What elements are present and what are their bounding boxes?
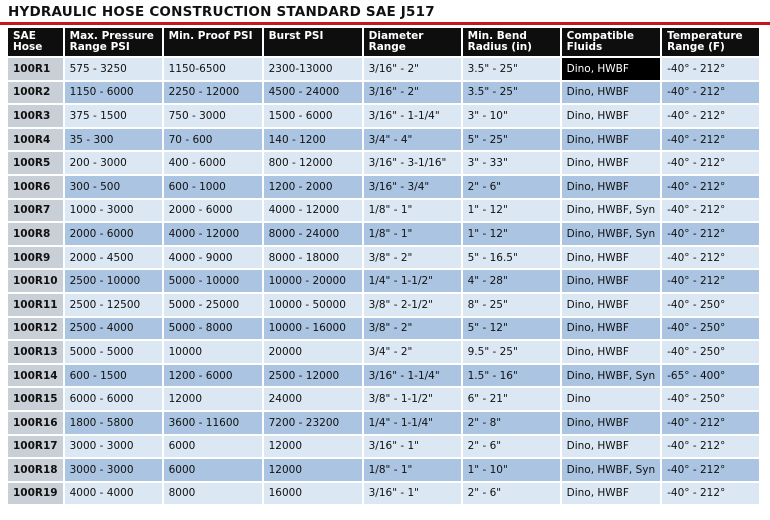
cell-max-pressure: 200 - 3000 <box>65 152 162 174</box>
cell-sae-hose: 100R15 <box>8 388 63 410</box>
cell-diameter: 3/4" - 2" <box>364 341 461 363</box>
column-header-fluids: Compatible Fluids <box>562 28 661 56</box>
cell-min-proof: 5000 - 8000 <box>164 318 262 340</box>
cell-fluids: Dino, HWBF <box>562 436 661 458</box>
table-row <box>8 105 759 127</box>
cell-sae-hose: 100R11 <box>8 294 63 316</box>
cell-sae-hose: 100R1 <box>8 58 63 80</box>
cell-min-proof: 8000 <box>164 483 262 505</box>
cell-sae-hose: 100R6 <box>8 176 63 198</box>
cell-min-proof: 3600 - 11600 <box>164 412 262 434</box>
cell-temperature: -40° - 212° <box>662 129 759 151</box>
cell-diameter: 3/8" - 2-1/2" <box>364 294 461 316</box>
cell-sae-hose: 100R19 <box>8 483 63 505</box>
cell-max-pressure: 1150 - 6000 <box>65 82 162 104</box>
cell-sae-hose: 100R16 <box>8 412 63 434</box>
cell-min-proof: 5000 - 25000 <box>164 294 262 316</box>
cell-diameter: 3/16" - 3/4" <box>364 176 461 198</box>
cell-burst: 12000 <box>264 436 362 458</box>
cell-fluids: Dino, HWBF, Syn <box>562 459 661 481</box>
cell-temperature: -40° - 212° <box>662 200 759 222</box>
cell-diameter: 3/16" - 1-1/4" <box>364 105 461 127</box>
cell-temperature: -65° - 400° <box>662 365 759 387</box>
cell-fluids: Dino, HWBF <box>562 412 661 434</box>
column-header-temperature: Temperature Range (F) <box>662 28 759 56</box>
cell-fluids: Dino, HWBF <box>562 483 661 505</box>
cell-temperature: -40° - 250° <box>662 341 759 363</box>
table-row <box>8 152 759 174</box>
cell-diameter: 3/4" - 4" <box>364 129 461 151</box>
cell-sae-hose: 100R7 <box>8 200 63 222</box>
cell-sae-hose: 100R17 <box>8 436 63 458</box>
cell-max-pressure: 4000 - 4000 <box>65 483 162 505</box>
table-row <box>8 270 759 292</box>
cell-temperature: -40° - 212° <box>662 483 759 505</box>
cell-fluids: Dino, HWBF <box>562 176 661 198</box>
table-row <box>8 318 759 340</box>
cell-temperature: -40° - 212° <box>662 152 759 174</box>
table-row <box>8 483 759 505</box>
table-row <box>8 294 759 316</box>
cell-sae-hose: 100R4 <box>8 129 63 151</box>
cell-sae-hose: 100R12 <box>8 318 63 340</box>
table-row <box>8 341 759 363</box>
cell-temperature: -40° - 212° <box>662 436 759 458</box>
cell-max-pressure: 2500 - 4000 <box>65 318 162 340</box>
cell-max-pressure: 575 - 3250 <box>65 58 162 80</box>
table-row <box>8 176 759 198</box>
page-title: HYDRAULIC HOSE CONSTRUCTION STANDARD SAE J517 <box>8 4 435 20</box>
hose-standard-table <box>6 26 761 506</box>
cell-diameter: 1/4" - 1-1/4" <box>364 412 461 434</box>
cell-sae-hose: 100R8 <box>8 223 63 245</box>
cell-max-pressure: 600 - 1500 <box>65 365 162 387</box>
cell-temperature: -40° - 212° <box>662 459 759 481</box>
column-header-diameter: Diameter Range <box>364 28 461 56</box>
cell-burst: 1200 - 2000 <box>264 176 362 198</box>
cell-bend-radius: 2" - 6" <box>463 176 560 198</box>
cell-min-proof: 1150-6500 <box>164 58 262 80</box>
cell-temperature: -40° - 212° <box>662 58 759 80</box>
cell-max-pressure: 35 - 300 <box>65 129 162 151</box>
cell-diameter: 3/16" - 3-1/16" <box>364 152 461 174</box>
cell-bend-radius: 3.5" - 25" <box>463 82 560 104</box>
cell-temperature: -40° - 212° <box>662 223 759 245</box>
cell-bend-radius: 1.5" - 16" <box>463 365 560 387</box>
column-header-burst: Burst PSI <box>264 28 362 56</box>
cell-max-pressure: 3000 - 3000 <box>65 436 162 458</box>
cell-fluids: Dino, HWBF, Syn <box>562 365 661 387</box>
cell-diameter: 1/8" - 1" <box>364 200 461 222</box>
cell-temperature: -40° - 250° <box>662 318 759 340</box>
cell-burst: 2300-13000 <box>264 58 362 80</box>
cell-fluids: Dino, HWBF <box>562 82 661 104</box>
table-row <box>8 129 759 151</box>
cell-min-proof: 2000 - 6000 <box>164 200 262 222</box>
cell-burst: 4500 - 24000 <box>264 82 362 104</box>
cell-temperature: -40° - 212° <box>662 270 759 292</box>
cell-burst: 12000 <box>264 459 362 481</box>
cell-bend-radius: 1" - 12" <box>463 223 560 245</box>
cell-fluids: Dino, HWBF <box>562 58 661 80</box>
cell-bend-radius: 4" - 28" <box>463 270 560 292</box>
cell-min-proof: 600 - 1000 <box>164 176 262 198</box>
cell-diameter: 3/16" - 1" <box>364 483 461 505</box>
cell-bend-radius: 3" - 10" <box>463 105 560 127</box>
column-header-max-pressure: Max. Pressure Range PSI <box>65 28 162 56</box>
cell-temperature: -40° - 250° <box>662 388 759 410</box>
cell-diameter: 3/16" - 1-1/4" <box>364 365 461 387</box>
cell-max-pressure: 300 - 500 <box>65 176 162 198</box>
cell-burst: 7200 - 23200 <box>264 412 362 434</box>
cell-diameter: 3/8" - 2" <box>364 318 461 340</box>
cell-temperature: -40° - 212° <box>662 105 759 127</box>
cell-fluids: Dino, HWBF <box>562 270 661 292</box>
cell-burst: 10000 - 20000 <box>264 270 362 292</box>
cell-burst: 10000 - 50000 <box>264 294 362 316</box>
table-row <box>8 200 759 222</box>
cell-burst: 8000 - 18000 <box>264 247 362 269</box>
column-header-min-proof: Min. Proof PSI <box>164 28 262 56</box>
cell-max-pressure: 1000 - 3000 <box>65 200 162 222</box>
cell-diameter: 1/8" - 1" <box>364 223 461 245</box>
cell-fluids: Dino, HWBF <box>562 247 661 269</box>
cell-sae-hose: 100R14 <box>8 365 63 387</box>
cell-min-proof: 10000 <box>164 341 262 363</box>
cell-bend-radius: 5" - 25" <box>463 129 560 151</box>
cell-sae-hose: 100R9 <box>8 247 63 269</box>
cell-max-pressure: 5000 - 5000 <box>65 341 162 363</box>
table-row <box>8 247 759 269</box>
cell-bend-radius: 6" - 21" <box>463 388 560 410</box>
cell-bend-radius: 2" - 6" <box>463 436 560 458</box>
cell-sae-hose: 100R5 <box>8 152 63 174</box>
cell-burst: 140 - 1200 <box>264 129 362 151</box>
cell-min-proof: 6000 <box>164 436 262 458</box>
cell-max-pressure: 2000 - 6000 <box>65 223 162 245</box>
table-row <box>8 58 759 80</box>
cell-min-proof: 750 - 3000 <box>164 105 262 127</box>
cell-fluids: Dino, HWBF, Syn <box>562 223 661 245</box>
cell-diameter: 1/4" - 1-1/2" <box>364 270 461 292</box>
cell-min-proof: 70 - 600 <box>164 129 262 151</box>
cell-max-pressure: 2500 - 12500 <box>65 294 162 316</box>
cell-min-proof: 2250 - 12000 <box>164 82 262 104</box>
cell-min-proof: 6000 <box>164 459 262 481</box>
cell-bend-radius: 5" - 16.5" <box>463 247 560 269</box>
cell-sae-hose: 100R3 <box>8 105 63 127</box>
cell-fluids: Dino, HWBF <box>562 318 661 340</box>
cell-min-proof: 4000 - 12000 <box>164 223 262 245</box>
cell-fluids: Dino <box>562 388 661 410</box>
cell-temperature: -40° - 212° <box>662 82 759 104</box>
cell-burst: 800 - 12000 <box>264 152 362 174</box>
cell-burst: 2500 - 12000 <box>264 365 362 387</box>
cell-min-proof: 400 - 6000 <box>164 152 262 174</box>
cell-diameter: 3/16" - 1" <box>364 436 461 458</box>
cell-bend-radius: 2" - 6" <box>463 483 560 505</box>
cell-min-proof: 1200 - 6000 <box>164 365 262 387</box>
cell-max-pressure: 2000 - 4500 <box>65 247 162 269</box>
cell-burst: 20000 <box>264 341 362 363</box>
cell-diameter: 3/16" - 2" <box>364 58 461 80</box>
cell-bend-radius: 2" - 8" <box>463 412 560 434</box>
cell-bend-radius: 9.5" - 25" <box>463 341 560 363</box>
cell-bend-radius: 1" - 10" <box>463 459 560 481</box>
cell-max-pressure: 3000 - 3000 <box>65 459 162 481</box>
cell-bend-radius: 1" - 12" <box>463 200 560 222</box>
cell-diameter: 3/8" - 2" <box>364 247 461 269</box>
cell-max-pressure: 2500 - 10000 <box>65 270 162 292</box>
cell-temperature: -40° - 212° <box>662 412 759 434</box>
cell-fluids: Dino, HWBF, Syn <box>562 200 661 222</box>
cell-bend-radius: 8" - 25" <box>463 294 560 316</box>
cell-burst: 1500 - 6000 <box>264 105 362 127</box>
column-header-bend-radius: Min. Bend Radius (in) <box>463 28 560 56</box>
cell-fluids: Dino, HWBF <box>562 341 661 363</box>
table-row <box>8 388 759 410</box>
cell-bend-radius: 5" - 12" <box>463 318 560 340</box>
cell-diameter: 3/8" - 1-1/2" <box>364 388 461 410</box>
cell-temperature: -40° - 250° <box>662 294 759 316</box>
table-body <box>8 58 759 504</box>
cell-diameter: 1/8" - 1" <box>364 459 461 481</box>
cell-max-pressure: 6000 - 6000 <box>65 388 162 410</box>
cell-bend-radius: 3.5" - 25" <box>463 58 560 80</box>
cell-bend-radius: 3" - 33" <box>463 152 560 174</box>
cell-burst: 4000 - 12000 <box>264 200 362 222</box>
table-row <box>8 459 759 481</box>
cell-burst: 10000 - 16000 <box>264 318 362 340</box>
cell-burst: 24000 <box>264 388 362 410</box>
cell-max-pressure: 375 - 1500 <box>65 105 162 127</box>
table-row <box>8 223 759 245</box>
table-header-row <box>8 28 759 56</box>
table-row <box>8 82 759 104</box>
title-underline <box>0 22 770 25</box>
cell-max-pressure: 1800 - 5800 <box>65 412 162 434</box>
table-row <box>8 412 759 434</box>
cell-fluids: Dino, HWBF <box>562 129 661 151</box>
cell-sae-hose: 100R10 <box>8 270 63 292</box>
cell-sae-hose: 100R18 <box>8 459 63 481</box>
table-row <box>8 365 759 387</box>
column-header-sae-hose: SAE Hose <box>8 28 63 56</box>
table-row <box>8 436 759 458</box>
cell-burst: 8000 - 24000 <box>264 223 362 245</box>
cell-fluids: Dino, HWBF <box>562 152 661 174</box>
cell-temperature: -40° - 212° <box>662 247 759 269</box>
cell-min-proof: 12000 <box>164 388 262 410</box>
cell-min-proof: 5000 - 10000 <box>164 270 262 292</box>
cell-sae-hose: 100R13 <box>8 341 63 363</box>
cell-fluids: Dino, HWBF <box>562 105 661 127</box>
cell-min-proof: 4000 - 9000 <box>164 247 262 269</box>
cell-temperature: -40° - 212° <box>662 176 759 198</box>
cell-diameter: 3/16" - 2" <box>364 82 461 104</box>
cell-sae-hose: 100R2 <box>8 82 63 104</box>
cell-burst: 16000 <box>264 483 362 505</box>
cell-fluids: Dino, HWBF <box>562 294 661 316</box>
